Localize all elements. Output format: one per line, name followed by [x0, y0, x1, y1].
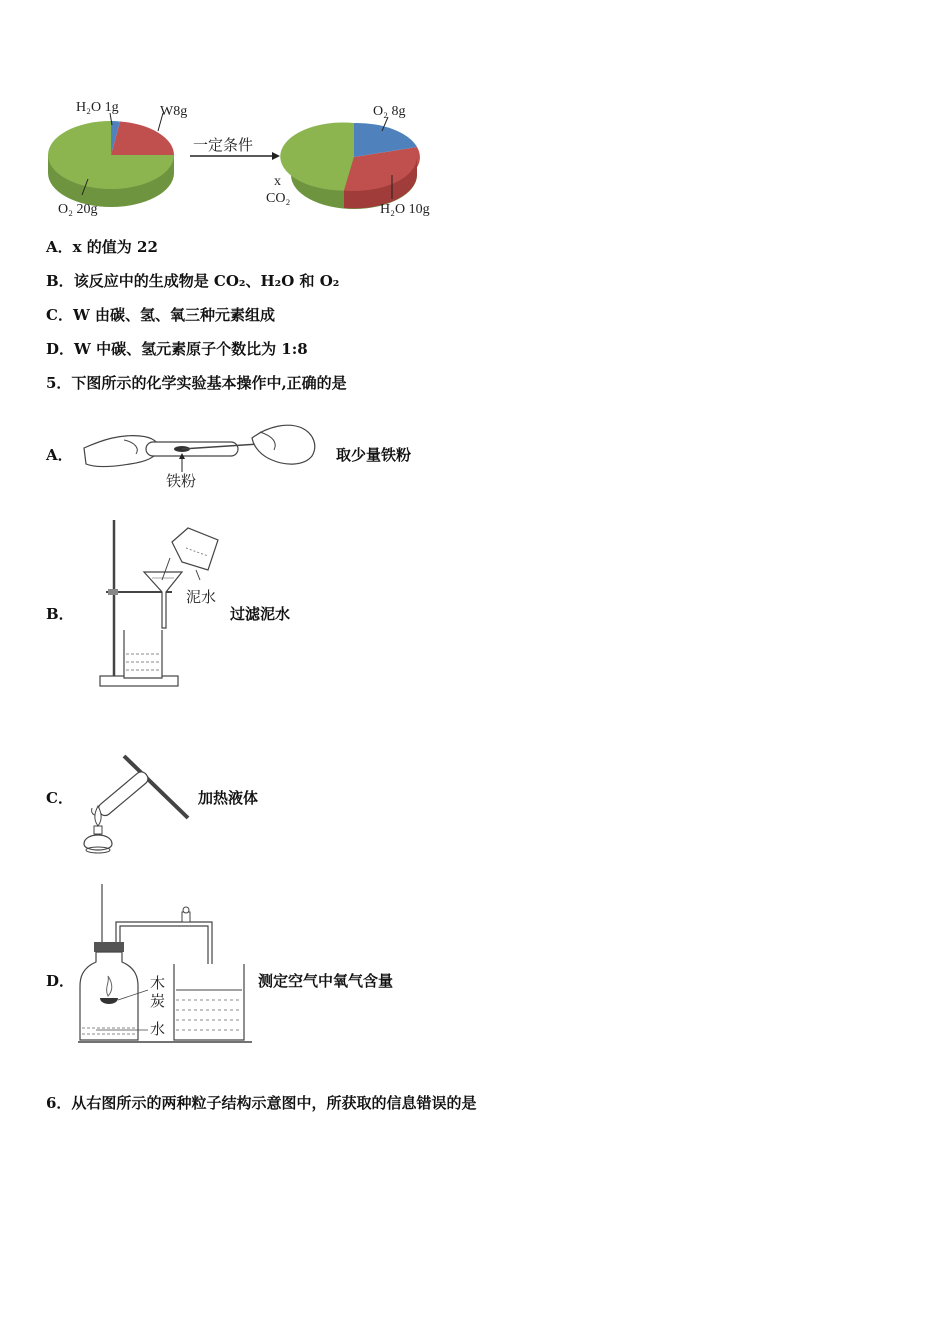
q4-option-a: [46, 236, 158, 257]
left-w-label: W8g: [160, 104, 188, 119]
q4-option-b: [46, 270, 339, 291]
filtration-figure: [96, 518, 226, 690]
q6-stem: 6．从右图所示的两种粒子结构示意图中，所获取的信息错误的是: [46, 1094, 477, 1112]
option-letter: A．: [46, 238, 73, 256]
left-pie: [48, 113, 174, 207]
q4-option-c: [46, 304, 275, 325]
q5-option-a-caption: 取少量铁粉: [336, 446, 412, 464]
left-o2-label: O₂ 20g: [58, 202, 98, 217]
right-x-label: x: [274, 174, 281, 189]
option-text: 该反应中的生成物是 CO₂、H₂O 和 O₂: [73, 272, 340, 290]
option-text: W 由碳、氢、氧三种元素组成: [72, 306, 276, 324]
oxygen-content-figure: [76, 880, 256, 1048]
q5-option-d-caption: 测定空气中氧气含量: [258, 972, 394, 990]
left-h2o-label: H₂O 1g: [76, 100, 119, 115]
right-h2o-label: H₂O 10g: [380, 202, 430, 217]
q5-option-c-caption: 加热液体: [198, 789, 259, 807]
right-pie: [280, 117, 420, 209]
reaction-pie-figure: [40, 95, 460, 225]
option-letter: D．: [46, 340, 75, 358]
option-letter: C．: [46, 306, 73, 324]
left-pie-w-slice: [111, 122, 174, 156]
charcoal-label-2: 炭: [150, 992, 166, 1010]
right-o2-label: O₂ 8g: [373, 104, 406, 119]
right-co2-label: CO₂: [266, 191, 291, 206]
arrow-label: 一定条件: [193, 136, 254, 154]
water-label: 水: [150, 1020, 166, 1038]
option-text: W 中碳、氢元素原子个数比为 1:8: [74, 340, 308, 358]
q5-stem: 5．下图所示的化学实验基本操作中,正确的是: [46, 374, 347, 392]
q5-option-a-letter: A．: [46, 446, 73, 464]
right-pie-co2-slice: [280, 123, 354, 191]
muddy-water-label: 泥水: [186, 588, 217, 606]
q4-option-d: [46, 338, 308, 359]
q5-option-b-caption: 过滤泥水: [230, 605, 291, 623]
scoop-iron-powder-figure: [82, 412, 322, 492]
q5-option-d-letter: D．: [46, 972, 75, 990]
heating-liquid-figure: [76, 740, 196, 858]
option-letter: B．: [46, 272, 74, 290]
iron-powder-label: 铁粉: [166, 472, 197, 490]
charcoal-label-1: 木: [150, 974, 166, 992]
q5-option-c-letter: C．: [46, 789, 73, 807]
q5-option-b-letter: B．: [46, 605, 74, 623]
option-text: x 的值为 22: [72, 238, 158, 256]
